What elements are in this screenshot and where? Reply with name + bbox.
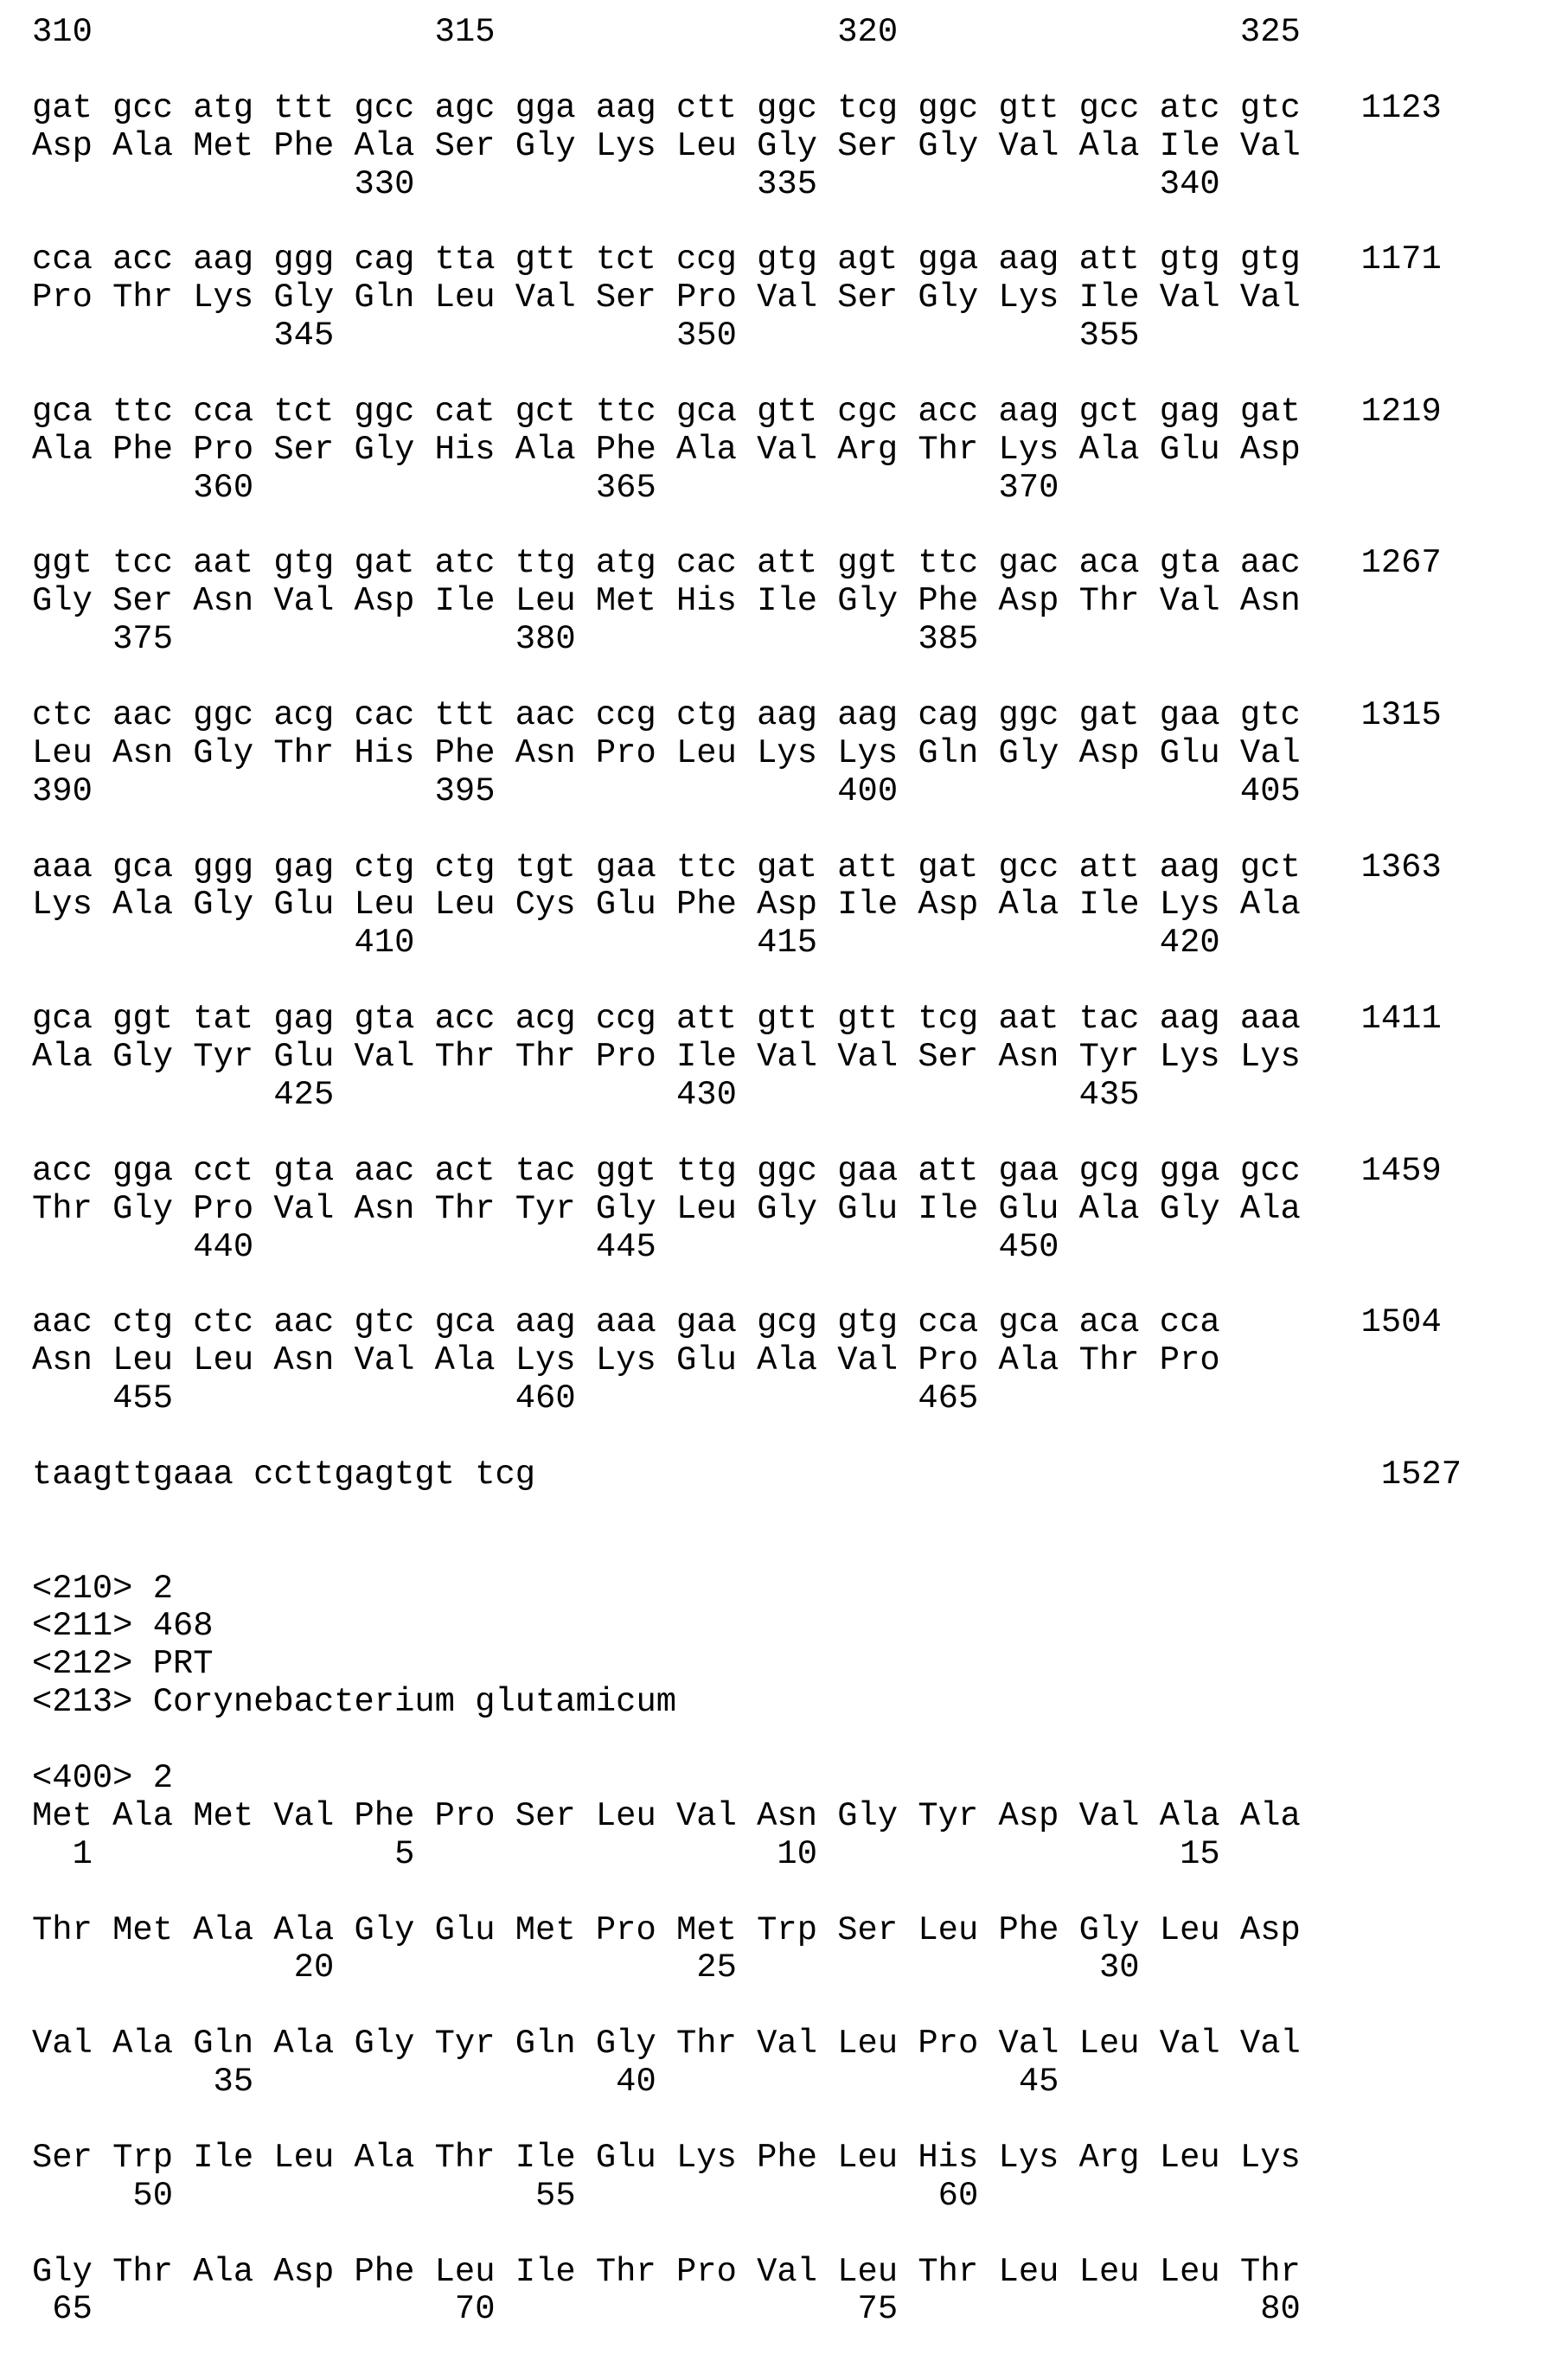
dna-block [32, 545, 1462, 697]
amino-acid-line: Thr Gly Pro Val Asn Thr Tyr Gly Leu Gly Glu Ile Glu Ala Gly Ala [32, 1189, 1301, 1228]
blank-line [32, 1987, 1462, 2025]
position-number-line: 50 55 60 [32, 2176, 979, 2215]
field-213-organism: <213> Corynebacterium glutamicum [32, 1683, 677, 1722]
blank-line [32, 963, 1462, 1001]
position-number-line: 440 445 450 [32, 1227, 1059, 1266]
amino-acid-line: Ser Trp Ile Leu Ala Thr Ile Glu Lys Phe Leu His Lys Arg Leu Lys [32, 2138, 1301, 2177]
dna-block [32, 1304, 1462, 1456]
position-number-line: 330 335 340 [32, 164, 1220, 203]
protein-block [32, 1798, 1462, 1912]
codon-line: acc gga cct gta aac act tac ggt ttg ggc gaa att gaa gcg gga gcc 1459 [32, 1151, 1442, 1190]
blank-line [32, 1115, 1462, 1153]
protein-block [32, 2025, 1462, 2140]
field-212-type: <212> PRT [32, 1645, 214, 1684]
protein-block [32, 2254, 1462, 2330]
position-number-line: 310 315 320 325 [32, 13, 1301, 51]
codon-line: ggt tcc aat gtg gat atc ttg atg cac att ggt ttc gac aca gta aac 1267 [32, 544, 1442, 583]
blank-line [32, 1266, 1462, 1304]
position-number-line: 65 70 75 80 [32, 2290, 1301, 2329]
dna-block [32, 1153, 1462, 1305]
blank-line [32, 2216, 1462, 2254]
amino-acid-line: Gly Thr Ala Asp Phe Leu Ile Thr Pro Val Leu Thr Leu Leu Leu Thr [32, 2252, 1301, 2291]
blank-line [32, 2102, 1462, 2140]
position-number-line: 455 460 465 [32, 1379, 979, 1418]
position-number-line: 375 380 385 [32, 620, 979, 659]
blank-line [32, 1722, 1462, 1760]
dna-trailer-line: taagttgaaa ccttgagtgt tcg 1527 [32, 1455, 1462, 1494]
blank-line [32, 52, 1462, 90]
dna-block [32, 90, 1462, 242]
codon-line: gca ggt tat gag gta acc acg ccg att gtt gtt tcg aat tac aag aaa 1411 [32, 1000, 1442, 1039]
field-211-length: <211> 468 [32, 1607, 214, 1646]
codon-line: gat gcc atg ttt gcc agc gga aag ctt ggc tcg ggc gtt gcc atc gtc 1123 [32, 88, 1442, 127]
position-number-line: 410 415 420 [32, 924, 1220, 963]
codon-line: cca acc aag ggg cag tta gtt tct ccg gtg agt gga aag att gtg gtg 1171 [32, 240, 1442, 279]
blank-line [32, 1532, 1462, 1571]
blank-line [32, 811, 1462, 849]
blank-line [32, 1418, 1462, 1456]
blank-line [32, 1494, 1462, 1532]
field-400-sequence: <400> 2 [32, 1758, 173, 1797]
position-number-line: 1 5 10 15 [32, 1834, 1220, 1873]
sequence-header [32, 1571, 1462, 1798]
blank-line [32, 508, 1462, 546]
amino-acid-line: Leu Asn Gly Thr His Phe Asn Pro Leu Lys Lys Gln Gly Asp Glu Val [32, 733, 1301, 772]
position-number-line: 20 25 30 [32, 1948, 1140, 1987]
position-number-line: 425 430 435 [32, 1075, 1140, 1114]
sequence-listing-page [32, 14, 1462, 2329]
field-210-seq-id: <210> 2 [32, 1569, 173, 1608]
dna-block [32, 393, 1462, 546]
dna-block [32, 697, 1462, 849]
position-number-line: 345 350 355 [32, 317, 1140, 355]
amino-acid-line: Gly Ser Asn Val Asp Ile Leu Met His Ile Gly Phe Asp Thr Val Asn [32, 582, 1301, 621]
dna-block [32, 849, 1462, 1001]
codon-line: ctc aac ggc acg cac ttt aac ccg ctg aag aag cag ggc gat gaa gtc 1315 [32, 696, 1442, 735]
protein-block [32, 2140, 1462, 2254]
codon-line: aac ctg ctc aac gtc gca aag aaa gaa gcg gtg cca gca aca cca 1504 [32, 1303, 1442, 1342]
blank-line [32, 1874, 1462, 1912]
codon-line: aaa gca ggg gag ctg ctg tgt gaa ttc gat att gat gcc att aag gct 1363 [32, 848, 1442, 886]
amino-acid-line: Ala Gly Tyr Glu Val Thr Thr Pro Ile Val Val Ser Asn Tyr Lys Lys [32, 1038, 1301, 1077]
amino-acid-line: Pro Thr Lys Gly Gln Leu Val Ser Pro Val Ser Gly Lys Ile Val Val [32, 278, 1301, 317]
position-number-line: 360 365 370 [32, 468, 1059, 507]
position-number-line: 35 40 45 [32, 2063, 1059, 2102]
amino-acid-line: Asp Ala Met Phe Ala Ser Gly Lys Leu Gly Ser Gly Val Ala Ile Val [32, 126, 1301, 165]
amino-acid-line: Val Ala Gln Ala Gly Tyr Gln Gly Thr Val Leu Pro Val Leu Val Val [32, 2025, 1301, 2063]
amino-acid-line: Lys Ala Gly Glu Leu Leu Cys Glu Phe Asp Ile Asp Ala Ile Lys Ala [32, 886, 1301, 924]
dna-block [32, 241, 1462, 393]
amino-acid-line: Asn Leu Leu Asn Val Ala Lys Lys Glu Ala Val Pro Ala Thr Pro [32, 1341, 1220, 1380]
amino-acid-line: Met Ala Met Val Phe Pro Ser Leu Val Asn Gly Tyr Asp Val Ala Ala [32, 1796, 1301, 1835]
amino-acid-line: Thr Met Ala Ala Gly Glu Met Pro Met Trp Ser Leu Phe Gly Leu Asp [32, 1910, 1301, 1949]
codon-line: gca ttc cca tct ggc cat gct ttc gca gtt cgc acc aag gct gag gat 1219 [32, 392, 1442, 431]
blank-line [32, 203, 1462, 241]
dna-block [32, 1001, 1462, 1153]
blank-line [32, 659, 1462, 697]
blank-line [32, 355, 1462, 393]
position-number-line: 390 395 400 405 [32, 771, 1301, 810]
amino-acid-line: Ala Phe Pro Ser Gly His Ala Phe Ala Val Arg Thr Lys Ala Glu Asp [32, 430, 1301, 469]
protein-block [32, 1912, 1462, 2026]
